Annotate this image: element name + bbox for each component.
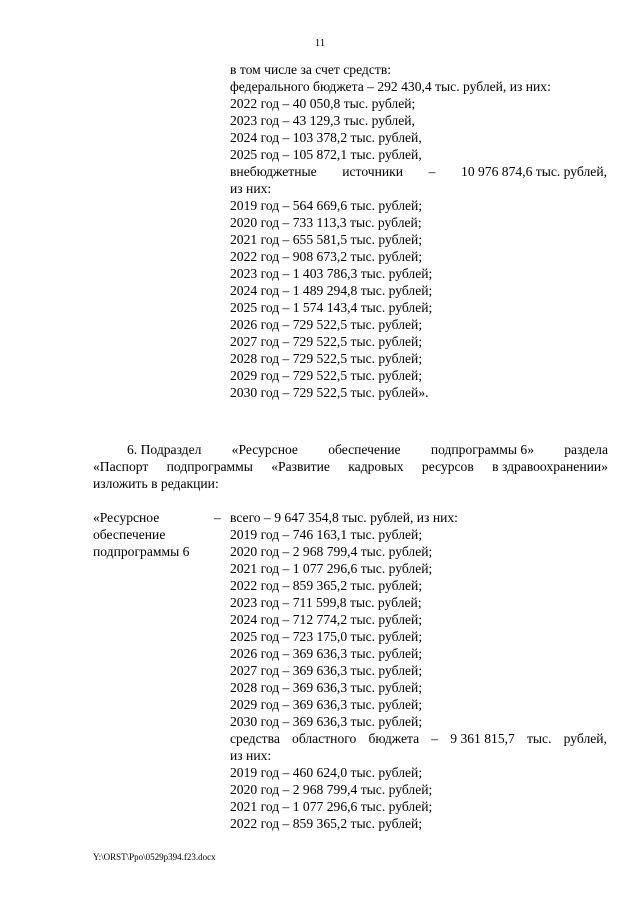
text-line: 2029 год – 369 636,3 тыс. рублей; — [230, 697, 423, 712]
text-line: 2020 год – 733 113,3 тыс. рублей; — [230, 215, 422, 230]
word: тыс. — [526, 731, 552, 746]
page-number: 11 — [314, 37, 326, 49]
word: – — [428, 164, 436, 179]
word: в здравоохранении» — [492, 459, 608, 474]
word: подпрограммы 6» — [430, 442, 535, 457]
text-line: 2025 год – 1 574 143,4 тыс. рублей; — [230, 300, 433, 315]
text-line: 2024 год – 103 378,2 тыс. рублей, — [230, 130, 422, 145]
word: 6. Подраздел — [127, 442, 202, 457]
text-line: 2027 год – 729 522,5 тыс. рублей; — [230, 334, 423, 349]
text-line: 2028 год – 729 522,5 тыс. рублей; — [230, 351, 423, 366]
text-line: подпрограммы 6 — [93, 544, 190, 559]
text-line: изложить в редакции: — [93, 476, 219, 491]
text-line: 2022 год – 908 673,2 тыс. рублей; — [230, 249, 423, 264]
justified-text-line — [230, 163, 607, 180]
word: кадровых — [348, 459, 404, 474]
word: обеспечение — [328, 442, 401, 457]
text-line: 2022 год – 40 050,8 тыс. рублей; — [230, 96, 416, 111]
word: источники — [342, 164, 404, 179]
word: областного — [292, 731, 357, 746]
word: средства — [230, 731, 280, 746]
text-line: 2029 год – 729 522,5 тыс. рублей; — [230, 368, 423, 383]
text-line: 2020 год – 2 968 799,4 тыс. рублей; — [230, 544, 433, 559]
text-line: 2019 год – 746 163,1 тыс. рублей; — [230, 527, 423, 542]
text-line: 2021 год – 1 077 296,6 тыс. рублей; — [230, 799, 433, 814]
text-line: 2026 год – 729 522,5 тыс. рублей; — [230, 317, 423, 332]
text-line: 2023 год – 711 599,8 тыс. рублей; — [230, 595, 422, 610]
word: «Ресурсное — [231, 442, 298, 457]
text-line: 2025 год – 105 872,1 тыс. рублей, — [230, 147, 422, 162]
text-line: 2030 год – 729 522,5 тыс. рублей». — [230, 385, 429, 400]
justified-text-line — [93, 458, 608, 475]
section-paragraph — [93, 441, 608, 492]
text-line: «Ресурсное — [93, 510, 160, 525]
text-line: обеспечение — [93, 527, 166, 542]
text-line: 2030 год – 369 636,3 тыс. рублей; — [230, 714, 423, 729]
text-line: 2019 год – 460 624,0 тыс. рублей; — [230, 765, 423, 780]
text-line: в том числе за счет средств: — [230, 62, 392, 77]
text-line: 2026 год – 369 636,3 тыс. рублей; — [230, 646, 423, 661]
word: 9 361 815,7 — [450, 731, 515, 746]
text-line: 2024 год – 1 489 294,8 тыс. рублей; — [230, 283, 433, 298]
text-line: 2028 год – 369 636,3 тыс. рублей; — [230, 680, 423, 695]
footer-file-path: Y:\ORST\Ppo\0529p394.f23.docx — [93, 852, 216, 862]
text-line: 2027 год – 369 636,3 тыс. рублей; — [230, 663, 423, 678]
word: рублей, — [563, 731, 607, 746]
word: «Паспорт — [93, 459, 149, 474]
text-line: 2023 год – 1 403 786,3 тыс. рублей; — [230, 266, 433, 281]
word: бюджета — [368, 731, 420, 746]
funding-continuation-block — [230, 61, 607, 401]
word: ресурсов — [421, 459, 474, 474]
text-line: из них: — [230, 181, 272, 196]
word: раздела — [564, 442, 608, 457]
text-line: 2020 год – 2 968 799,4 тыс. рублей; — [230, 782, 433, 797]
word: «Развитие — [271, 459, 330, 474]
word: – — [431, 731, 439, 746]
text-line: 2025 год – 723 175,0 тыс. рублей; — [230, 629, 423, 644]
label-dash: – — [214, 510, 221, 525]
text-line: 2022 год – 859 365,2 тыс. рублей; — [230, 816, 423, 831]
text-line: 2022 год – 859 365,2 тыс. рублей; — [230, 578, 423, 593]
text-line: 2023 год – 43 129,3 тыс. рублей, — [230, 113, 415, 128]
text-line: 2021 год – 655 581,5 тыс. рублей; — [230, 232, 423, 247]
justified-text-line — [93, 441, 608, 458]
resource-value-column — [230, 509, 607, 832]
justified-text-line — [230, 730, 607, 747]
text-line: 2021 год – 1 077 296,6 тыс. рублей; — [230, 561, 433, 576]
text-line: 2024 год – 712 774,2 тыс. рублей; — [230, 612, 423, 627]
word: внебюджетные — [230, 164, 317, 179]
text-line: всего – 9 647 354,8 тыс. рублей, из них: — [230, 510, 458, 525]
text-line: федерального бюджета – 292 430,4 тыс. рублей, из них: — [230, 79, 551, 94]
resource-label-column — [93, 509, 189, 560]
text-line: из них: — [230, 748, 272, 763]
word: подпрограммы — [166, 459, 253, 474]
word: 10 976 874,6 тыс. рублей, — [461, 164, 607, 179]
text-line: 2019 год – 564 669,6 тыс. рублей; — [230, 198, 423, 213]
